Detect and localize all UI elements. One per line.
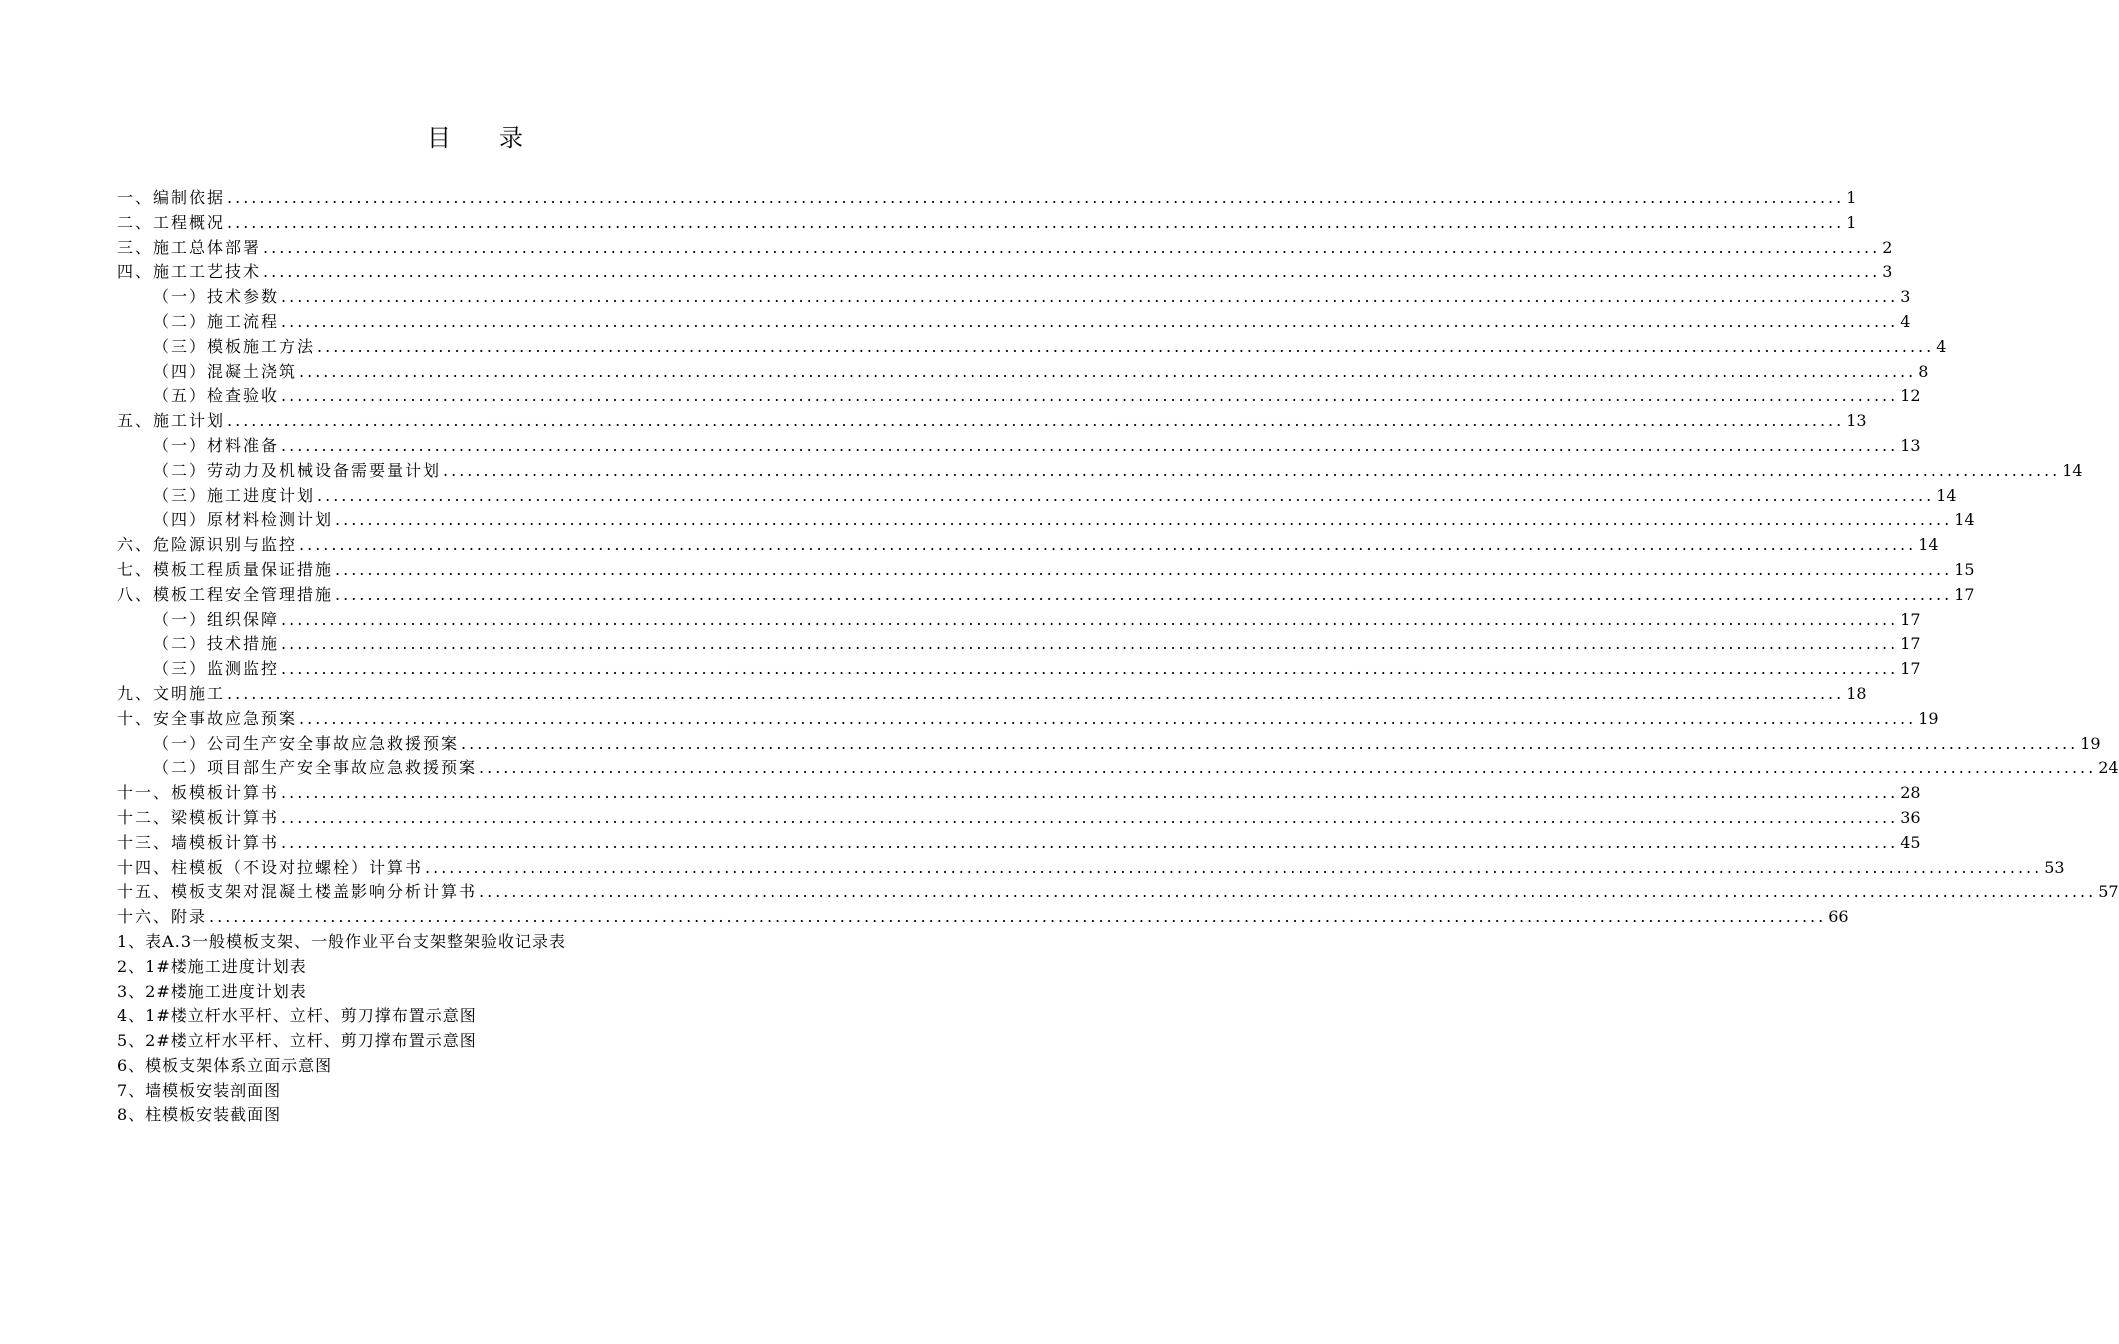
toc-entry-page-number: 45: [1900, 832, 1921, 852]
toc-entry[interactable]: [117, 310, 1911, 335]
dot-leader: ........................................................................................................................................................................................................: [263, 237, 1881, 257]
toc-entry-label: （二）项目部生产安全事故应急救援预案: [153, 758, 478, 778]
toc-entry-label: （三）模板施工方法: [153, 336, 316, 356]
toc-entry-page-number: 2: [1882, 237, 1893, 257]
toc-entry[interactable]: [117, 236, 1893, 261]
toc-entry[interactable]: [117, 508, 1975, 533]
toc-entry[interactable]: [117, 285, 1911, 310]
toc-entry-page-number: 13: [1900, 435, 1921, 455]
dot-leader: ........................................................................................................................................................................................................: [317, 485, 1935, 505]
toc-entry-page-number: 17: [1900, 634, 1921, 654]
toc-title: 目录: [427, 124, 571, 152]
toc-entry-page-number: 57: [2098, 882, 2119, 902]
dot-leader: ........................................................................................................................................................................................................: [425, 857, 2043, 877]
toc-entry-label: 十二、梁模板计算书: [117, 807, 280, 827]
dot-leader: ........................................................................................................................................................................................................: [281, 783, 1899, 803]
appendix-item: 5、2#楼立杆水平杆、立杆、剪刀撑布置示意图: [117, 1031, 477, 1051]
dot-leader: ........................................................................................................................................................................................................: [479, 882, 2097, 902]
toc-entry-label: 九、文明施工: [117, 683, 226, 703]
toc-entry[interactable]: [117, 707, 1939, 732]
toc-entry[interactable]: [117, 608, 1921, 633]
toc-entry-label: （二）施工流程: [153, 311, 280, 331]
dot-leader: ........................................................................................................................................................................................................: [443, 460, 2061, 480]
toc-entry-label: （二）技术措施: [153, 634, 280, 654]
toc-entry-label: （一）技术参数: [153, 287, 280, 307]
toc-entry[interactable]: [117, 880, 2119, 905]
toc-entry[interactable]: [117, 905, 1849, 930]
toc-entry-label: 六、危险源识别与监控: [117, 535, 298, 555]
toc-entry[interactable]: [117, 756, 2119, 781]
toc-entry-page-number: 4: [1936, 336, 1947, 356]
toc-entry-label: （二）劳动力及机械设备需要量计划: [153, 460, 442, 480]
toc-entry-page-number: 3: [1900, 287, 1911, 307]
toc-entry-page-number: 53: [2044, 857, 2065, 877]
toc-entry-page-number: 28: [1900, 783, 1921, 803]
toc-entry-page-number: 14: [1918, 535, 1939, 555]
toc-entry-page-number: 36: [1900, 807, 1921, 827]
dot-leader: ........................................................................................................................................................................................................: [461, 733, 2079, 753]
toc-entry-page-number: 4: [1900, 311, 1911, 331]
dot-leader: ........................................................................................................................................................................................................: [335, 559, 1953, 579]
appendix-item: 4、1#楼立杆水平杆、立杆、剪刀撑布置示意图: [117, 1006, 477, 1026]
dot-leader: ........................................................................................................................................................................................................: [479, 758, 2097, 778]
toc-entry-page-number: 14: [1936, 485, 1957, 505]
dot-leader: ........................................................................................................................................................................................................: [299, 708, 1917, 728]
dot-leader: ........................................................................................................................................................................................................: [281, 311, 1899, 331]
toc-entry-label: （一）材料准备: [153, 435, 280, 455]
toc-entry[interactable]: [117, 856, 2065, 881]
toc-entry[interactable]: [117, 533, 1939, 558]
toc-entry[interactable]: [117, 459, 2083, 484]
toc-entry[interactable]: [117, 583, 1975, 608]
dot-leader: ........................................................................................................................................................................................................: [281, 609, 1899, 629]
dot-leader: ........................................................................................................................................................................................................: [227, 188, 1845, 207]
toc-entry-page-number: 14: [1954, 510, 1975, 530]
dot-leader: ........................................................................................................................................................................................................: [263, 262, 1881, 282]
toc-entry[interactable]: [117, 632, 1921, 657]
toc-entry-label: （五）检查验收: [153, 386, 280, 406]
toc-entry-page-number: 12: [1900, 386, 1921, 406]
table-of-contents: [117, 186, 2119, 1128]
dot-leader: ........................................................................................................................................................................................................: [335, 584, 1953, 604]
appendix-item: 2、1#楼施工进度计划表: [117, 956, 307, 976]
dot-leader: ........................................................................................................................................................................................................: [299, 535, 1917, 555]
toc-entry-page-number: 17: [1900, 659, 1921, 679]
toc-entry[interactable]: [117, 211, 1857, 236]
toc-entry-label: 五、施工计划: [117, 411, 226, 431]
toc-entry-page-number: 17: [1954, 584, 1975, 604]
toc-entry-label: 十一、板模板计算书: [117, 783, 280, 803]
toc-entry-page-number: 1: [1846, 188, 1857, 207]
toc-entries: [117, 186, 2119, 930]
toc-entry[interactable]: [117, 335, 1947, 360]
toc-entry-label: （三）监测监控: [153, 659, 280, 679]
toc-entry-page-number: 19: [1918, 708, 1939, 728]
toc-entry-label: 四、施工工艺技术: [117, 262, 262, 282]
toc-entry[interactable]: [117, 682, 1867, 707]
toc-entry[interactable]: [117, 831, 1921, 856]
dot-leader: ........................................................................................................................................................................................................: [281, 287, 1899, 307]
dot-leader: ........................................................................................................................................................................................................: [227, 683, 1845, 703]
toc-entry-page-number: 18: [1846, 683, 1867, 703]
toc-entry-page-number: 15: [1954, 559, 1975, 579]
toc-entry-label: 一、编制依据: [117, 188, 226, 207]
dot-leader: ........................................................................................................................................................................................................: [317, 336, 1935, 356]
appendix-item: 1、表A.3一般模板支架、一般作业平台支架整架验收记录表: [117, 931, 567, 951]
toc-entry-page-number: 19: [2080, 733, 2101, 753]
toc-entry-label: 七、模板工程质量保证措施: [117, 559, 334, 579]
toc-entry-label: （四）原材料检测计划: [153, 510, 334, 530]
toc-entry-label: 十三、墙模板计算书: [117, 832, 280, 852]
toc-entry[interactable]: [117, 409, 1867, 434]
toc-entry[interactable]: [117, 384, 1921, 409]
appendix-list: [117, 930, 837, 1128]
dot-leader: ........................................................................................................................................................................................................: [209, 907, 1827, 927]
toc-entry-label: 二、工程概况: [117, 212, 226, 232]
dot-leader: ........................................................................................................................................................................................................: [281, 386, 1899, 406]
toc-entry-label: （一）公司生产安全事故应急救援预案: [153, 733, 460, 753]
toc-entry[interactable]: [117, 360, 1929, 385]
dot-leader: ........................................................................................................................................................................................................: [299, 361, 1917, 381]
toc-entry-page-number: 66: [1828, 907, 1849, 927]
toc-entry[interactable]: [117, 434, 1921, 459]
dot-leader: ........................................................................................................................................................................................................: [335, 510, 1953, 530]
toc-entry-page-number: 13: [1846, 411, 1867, 431]
dot-leader: ........................................................................................................................................................................................................: [281, 435, 1899, 455]
toc-entry[interactable]: [117, 732, 2101, 757]
dot-leader: ........................................................................................................................................................................................................: [281, 807, 1899, 827]
toc-entry-label: 十四、柱模板（不设对拉螺栓）计算书: [117, 857, 424, 877]
toc-entry[interactable]: [117, 260, 1893, 285]
toc-entry-label: 十五、模板支架对混凝土楼盖影响分析计算书: [117, 882, 478, 902]
dot-leader: ........................................................................................................................................................................................................: [281, 634, 1899, 654]
toc-entry-page-number: 14: [2062, 460, 2083, 480]
toc-entry-label: 十六、附录: [117, 907, 208, 927]
toc-entry-label: 十、安全事故应急预案: [117, 708, 298, 728]
toc-entry-page-number: 1: [1846, 212, 1857, 232]
dot-leader: ........................................................................................................................................................................................................: [227, 212, 1845, 232]
toc-entry[interactable]: [117, 484, 1957, 509]
toc-entry-label: （一）组织保障: [153, 609, 280, 629]
appendix-item: 6、模板支架体系立面示意图: [117, 1055, 333, 1075]
toc-entry-label: （三）施工进度计划: [153, 485, 316, 505]
appendix-item: 7、墙模板安装剖面图: [117, 1080, 282, 1100]
dot-leader: ........................................................................................................................................................................................................: [227, 411, 1845, 431]
dot-leader: ........................................................................................................................................................................................................: [281, 832, 1899, 852]
toc-entry[interactable]: [117, 186, 1857, 211]
toc-entry-page-number: 24: [2098, 758, 2119, 778]
appendix-item: 8、柱模板安装截面图: [117, 1105, 282, 1125]
toc-entry[interactable]: [117, 558, 1975, 583]
dot-leader: ........................................................................................................................................................................................................: [281, 659, 1899, 679]
toc-entry-label: 三、施工总体部署: [117, 237, 262, 257]
toc-entry-label: 八、模板工程安全管理措施: [117, 584, 334, 604]
toc-entry[interactable]: [117, 806, 1921, 831]
appendix-item: 3、2#楼施工进度计划表: [117, 981, 307, 1001]
toc-entry-page-number: 3: [1882, 262, 1893, 282]
toc-entry-page-number: 8: [1918, 361, 1929, 381]
toc-entry[interactable]: [117, 781, 1921, 806]
toc-entry-label: （四）混凝土浇筑: [153, 361, 298, 381]
toc-entry[interactable]: [117, 657, 1921, 682]
toc-entry-page-number: 17: [1900, 609, 1921, 629]
